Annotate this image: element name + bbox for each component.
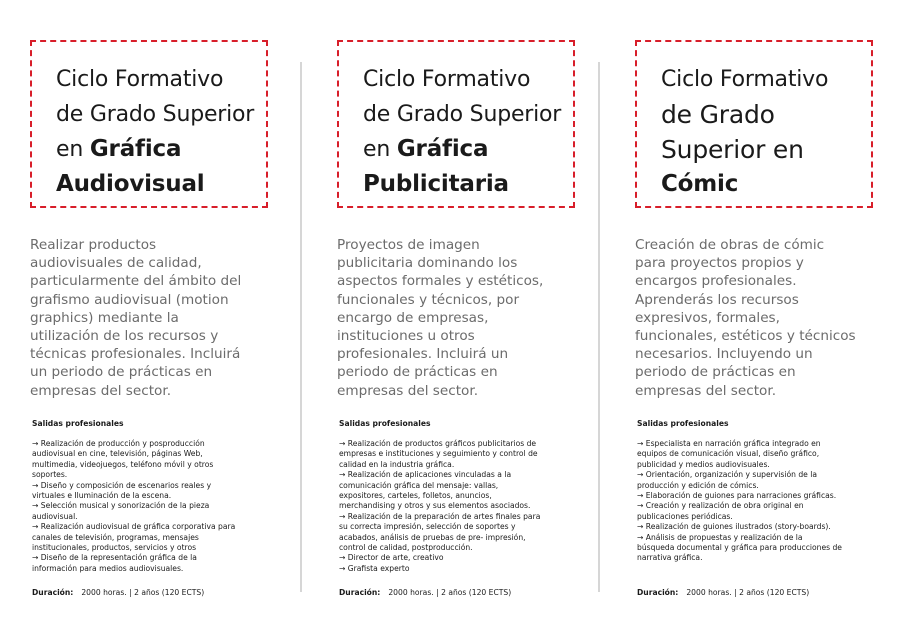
description-line: profesionales. Incluirá un [337, 346, 509, 363]
description-line: Aprenderás los recursos [635, 291, 799, 308]
salidas-line: → Selección musical y sonorización de la pieza [32, 501, 210, 511]
salidas-line: virtuales e Iluminación de la escena. [32, 491, 172, 501]
description-line: audiovisuales de calidad, [30, 255, 202, 272]
salidas-line: → Orientación, organización y supervisión de la [637, 470, 818, 480]
salidas-line: merchandising y otros y sus elementos asociados. [339, 501, 531, 511]
title-word: en [363, 137, 397, 162]
salidas-line: → Realización de aplicaciones vinculadas a la [339, 470, 512, 480]
description-line: particularmente del ámbito del [30, 273, 242, 290]
duration-label: Duración: [637, 588, 679, 597]
salidas-line: institucionales, productos, servicios y otros [32, 543, 197, 553]
salidas-line: publicaciones periódicas. [637, 511, 733, 521]
title-line [363, 132, 569, 167]
description-line: un periodo de prácticas en [30, 364, 213, 381]
description-line: aspectos formales y estéticos, [337, 273, 544, 290]
salidas-line: soportes. [32, 470, 68, 480]
course-title [661, 62, 867, 202]
description-line: funcionales y técnicos, por [337, 291, 520, 308]
salidas-line: publicidad y medios audiovisuales. [637, 459, 770, 469]
salidas-line: → Elaboración de guiones para narraciones gráficas. [637, 491, 837, 501]
title-word-bold: Gráfica [89, 136, 182, 162]
title-word-bold: Gráfica [396, 136, 489, 162]
course-description [635, 236, 885, 400]
course-description [337, 236, 587, 400]
salidas-line: comunicación gráfica del mensaje: vallas, [339, 480, 499, 490]
salidas-line: búsqueda documental y gráfica para producciones de [637, 543, 842, 553]
column-grafica-audiovisual [30, 0, 280, 636]
salidas-line: → Realización de productos gráficos publicitarios de [339, 439, 537, 448]
salidas-list [32, 439, 282, 574]
title-box [337, 40, 575, 208]
title-line-bold: Audiovisual [56, 171, 205, 197]
duration-label: Duración: [339, 588, 381, 597]
duration-label: Duración: [32, 588, 74, 597]
salidas-line: su correcta impresión, selección de soportes y [339, 522, 516, 532]
description-line: funcionales, estéticos y técnicos [635, 328, 856, 345]
description-line: publicitaria dominando los [337, 255, 518, 272]
salidas-heading: Salidas profesionales [339, 419, 431, 428]
salidas-line: → Creación y realización de obra original en [637, 501, 804, 511]
duration-value: 2000 horas. | 2 años (120 ECTS) [686, 588, 810, 597]
description-line: empresas del sector. [337, 382, 479, 399]
description-line: periodo de prácticas en [635, 364, 796, 381]
description-line: instituciones u otros [337, 328, 475, 345]
salidas-list [637, 439, 887, 564]
salidas-heading: Salidas profesionales [32, 419, 124, 428]
duration [32, 588, 204, 597]
description-line: empresas del sector. [635, 382, 777, 399]
description-line: para proyectos propios y [635, 255, 804, 272]
course-title [56, 62, 262, 202]
title-line: Ciclo Formativo [661, 67, 829, 92]
salidas-line: empresas e instituciones y seguimiento y control de [339, 449, 538, 459]
title-box [635, 40, 873, 208]
column-divider [300, 62, 302, 592]
description-line: grafismo audiovisual (motion [30, 291, 229, 308]
title-line [56, 132, 262, 167]
title-line: de Grado Superior [56, 102, 255, 127]
course-description [30, 236, 280, 400]
title-line-bold: Publicitaria [363, 171, 509, 197]
salidas-line: narrativa gráfica. [637, 553, 703, 563]
column-grafica-publicitaria [337, 0, 587, 636]
salidas-line: → Diseño y composición de escenarios reales y [32, 480, 212, 490]
title-line: de Grado Superior [363, 102, 562, 127]
salidas-line: producción y edición de cómics. [637, 480, 759, 490]
description-line: graphics) mediante la [30, 309, 179, 326]
description-line: encargo de empresas, [337, 309, 489, 326]
salidas-line: → Especialista en narración gráfica integrado en [637, 439, 821, 448]
description-line: empresas del sector. [30, 382, 172, 399]
title-word: en [56, 137, 90, 162]
salidas-line: acabados, análisis de pruebas de pre- impresión, [339, 532, 526, 542]
salidas-line: multimedia, videojuegos, teléfono móvil y otros [32, 459, 214, 469]
salidas-line: → Realización audiovisual de gráfica corporativa para [32, 522, 236, 532]
duration-value: 2000 horas. | 2 años (120 ECTS) [388, 588, 512, 597]
description-line: técnicas profesionales. Incluirá [30, 346, 241, 363]
salidas-line: expositores, carteles, folletos, anuncios, [339, 491, 492, 501]
salidas-heading: Salidas profesionales [637, 419, 729, 428]
title-box [30, 40, 268, 208]
description-line: Creación de obras de cómic [635, 237, 825, 253]
salidas-list [339, 439, 589, 574]
salidas-line: → Diseño de la representación gráfica de la [32, 553, 197, 563]
description-line: encargos profesionales. [635, 273, 797, 290]
description-line: necesarios. Incluyendo un [635, 346, 813, 363]
column-divider [598, 62, 600, 592]
salidas-line: calidad en la industria gráfica. [339, 459, 455, 469]
salidas-line: → Realización de producción y posproducción [32, 439, 205, 448]
salidas-line: → Realización de guiones ilustrados (story-boards). [637, 522, 831, 532]
title-line: de Grado [661, 100, 775, 129]
course-title [363, 62, 569, 202]
title-line-bold: Cómic [661, 171, 739, 197]
salidas-line: → Director de arte, creativo [339, 553, 444, 563]
description-line: Realizar productos [30, 237, 157, 253]
salidas-line: → Grafista experto [339, 563, 410, 573]
salidas-line: información para medios audiovisuales. [32, 563, 184, 573]
title-line-mixed [363, 137, 488, 162]
salidas-line: audiovisual. [32, 511, 78, 521]
title-line: Superior en [661, 135, 804, 164]
title-line: Ciclo Formativo [56, 67, 224, 92]
description-line: utilización de los recursos y [30, 328, 219, 345]
duration-value: 2000 horas. | 2 años (120 ECTS) [81, 588, 205, 597]
title-line: Ciclo Formativo [363, 67, 531, 92]
salidas-line: control de calidad, postproducción. [339, 543, 473, 553]
salidas-line: audiovisual en cine, televisión, páginas Web, [32, 449, 203, 459]
column-comic [635, 0, 885, 636]
salidas-line: → Análisis de propuestas y realización de la [637, 532, 803, 542]
duration [339, 588, 511, 597]
description-line: Proyectos de imagen [337, 237, 480, 253]
description-line: expresivos, formales, [635, 309, 780, 326]
duration [637, 588, 809, 597]
salidas-line: canales de televisión, programas, mensajes [32, 532, 199, 542]
description-line: periodo de prácticas en [337, 364, 498, 381]
title-line-mixed [56, 137, 181, 162]
salidas-line: equipos de comunicación visual, diseño gráfico, [637, 449, 820, 459]
salidas-line: → Realización de la preparación de artes finales para [339, 511, 541, 521]
